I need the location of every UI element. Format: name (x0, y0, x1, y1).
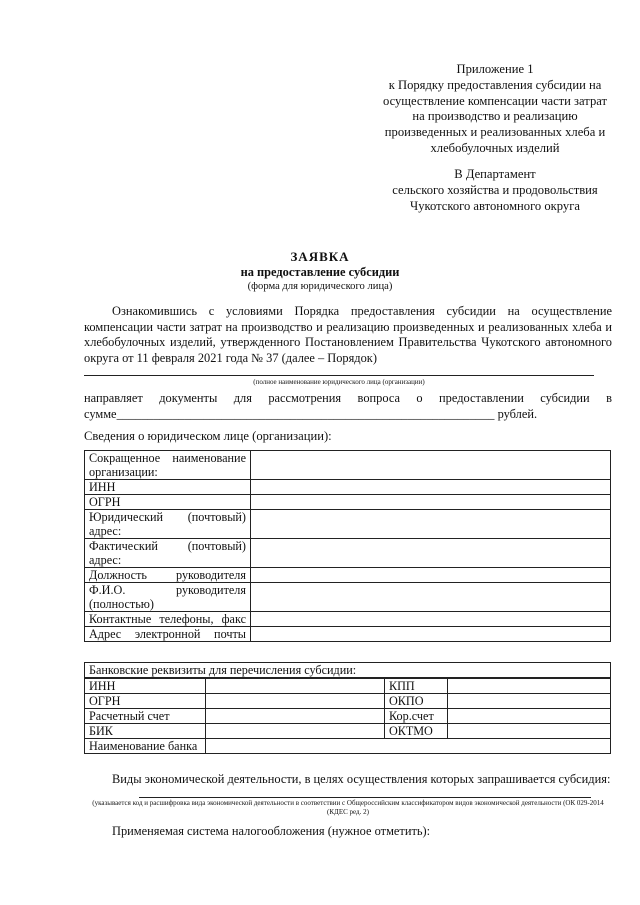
row-label: ИНН (85, 480, 251, 495)
bank-label: БИК (85, 724, 206, 739)
appendix-header (345, 62, 640, 157)
table-row (85, 694, 611, 709)
bank-value-field[interactable] (448, 709, 611, 724)
addressee-line: Чукотского автономного округа (410, 198, 580, 213)
appendix-line: на производство и реализацию (412, 109, 578, 124)
addressee-line: сельского хозяйства и продовольствия (392, 182, 598, 197)
bank-details-table (84, 678, 611, 754)
row-value-field[interactable] (251, 480, 611, 495)
table-row (85, 510, 611, 539)
bank-section-header (84, 662, 611, 678)
row-label: Юридический (почтовый) адрес: (85, 510, 251, 539)
table-row (85, 451, 611, 480)
activity-paragraph: Виды экономической деятельности, в целях осуществления которых запрашивается субсидия: (112, 772, 611, 786)
bank-label: КПП (385, 679, 448, 694)
bank-value-field[interactable] (206, 694, 385, 709)
sum-prefix: сумме (84, 407, 117, 421)
bank-value-field[interactable] (206, 709, 385, 724)
direction-word: в (606, 391, 612, 405)
direction-word: субсидии (540, 391, 590, 405)
table-row (85, 709, 611, 724)
sum-blank[interactable]: _____________________________________________________________ (116, 407, 495, 421)
table-row (85, 495, 611, 510)
tax-system-line: Применяемая система налогообложения (нужное отметить): (112, 824, 431, 838)
row-value-field[interactable] (251, 451, 611, 480)
row-label: ОГРН (85, 495, 251, 510)
addressee-block (345, 167, 640, 214)
table-row (85, 612, 611, 627)
row-label: Контактные телефоны, факс (85, 612, 251, 627)
row-label: Адрес электронной почты (85, 627, 251, 642)
table-row (85, 627, 611, 642)
row-value-field[interactable] (251, 568, 611, 583)
appendix-line: произведенных и реализованных хлеба и (384, 125, 606, 140)
bank-section-title: Банковские реквизиты для перечисления субсидии: (85, 663, 611, 678)
bank-name-label: Наименование банка (85, 739, 206, 754)
org-name-line[interactable] (84, 375, 594, 376)
document-title: ЗАЯВКА (290, 249, 350, 264)
bank-value-field[interactable] (448, 679, 611, 694)
direction-word: о (416, 391, 423, 405)
bank-name-field[interactable] (206, 739, 611, 754)
row-value-field[interactable] (251, 539, 611, 568)
bank-label: ОГРН (85, 694, 206, 709)
row-value-field[interactable] (251, 583, 611, 612)
direction-word: предоставлении (439, 391, 524, 405)
addressee-line: В Департамент (454, 167, 536, 181)
table-row (85, 679, 611, 694)
table-row (85, 568, 611, 583)
appendix-line: к Порядку предоставления субсидии на (388, 77, 602, 92)
row-value-field[interactable] (251, 510, 611, 539)
sum-line (84, 407, 612, 422)
direction-word: документы (159, 391, 218, 405)
bank-label: ОКПО (385, 694, 448, 709)
bank-value-field[interactable] (206, 679, 385, 694)
direction-word: вопроса (357, 391, 400, 405)
table-row (85, 724, 611, 739)
row-value-field[interactable] (251, 612, 611, 627)
intro-paragraph: Ознакомившись с условиями Порядка предоставления субсидии на осуществление компенсации части затрат на производство и реализацию произведенных и реализованных хлеба и хлебобулочных изделий, утвержденного Постановлением Правительства Чукотского автономного округа от 11 февраля 2021 года № 37 (далее – Порядок) (84, 304, 612, 365)
activity-note: (указывается код и расшифровка вида экономической деятельности в соответствии с Общероссийским классификатором видов экономической деятельности (ОК 029-2014 (КДЕС ред. 2) (92, 799, 604, 817)
bank-value-field[interactable] (448, 724, 611, 739)
table-row (85, 583, 611, 612)
row-value-field[interactable] (251, 495, 611, 510)
org-info-table (84, 450, 611, 642)
bank-label: Кор.счет (385, 709, 448, 724)
form-type-note: (форма для юридического лица) (247, 281, 393, 292)
activity-line[interactable] (139, 797, 591, 798)
appendix-line: Приложение 1 (456, 62, 534, 76)
table-row (85, 539, 611, 568)
row-label: Сокращенное наименование организации: (85, 451, 251, 480)
org-section-title: Сведения о юридическом лице (организации): (84, 429, 332, 443)
row-value-field[interactable] (251, 627, 611, 642)
row-label: Фактический (почтовый) адрес: (85, 539, 251, 568)
document-subtitle: на предоставление субсидии (240, 265, 400, 279)
bank-value-field[interactable] (206, 724, 385, 739)
bank-value-field[interactable] (448, 694, 611, 709)
row-label: Должность руководителя (85, 568, 251, 583)
bank-label: ОКТМО (385, 724, 448, 739)
appendix-line: осуществление компенсации части затрат (382, 93, 608, 108)
row-label: Ф.И.О. руководителя (полностью) (85, 583, 251, 612)
direction-sentence (84, 391, 612, 406)
org-name-caption: (полное наименование юридического лица (организации) (253, 378, 425, 386)
table-row (85, 480, 611, 495)
sum-suffix: рублей. (497, 407, 538, 421)
direction-word: направляет (84, 391, 143, 405)
bank-label: ИНН (85, 679, 206, 694)
appendix-line: хлебобулочных изделий (430, 140, 560, 155)
table-row (85, 739, 611, 754)
bank-label: Расчетный счет (85, 709, 206, 724)
direction-word: для (233, 391, 252, 405)
direction-word: рассмотрения (268, 391, 342, 405)
